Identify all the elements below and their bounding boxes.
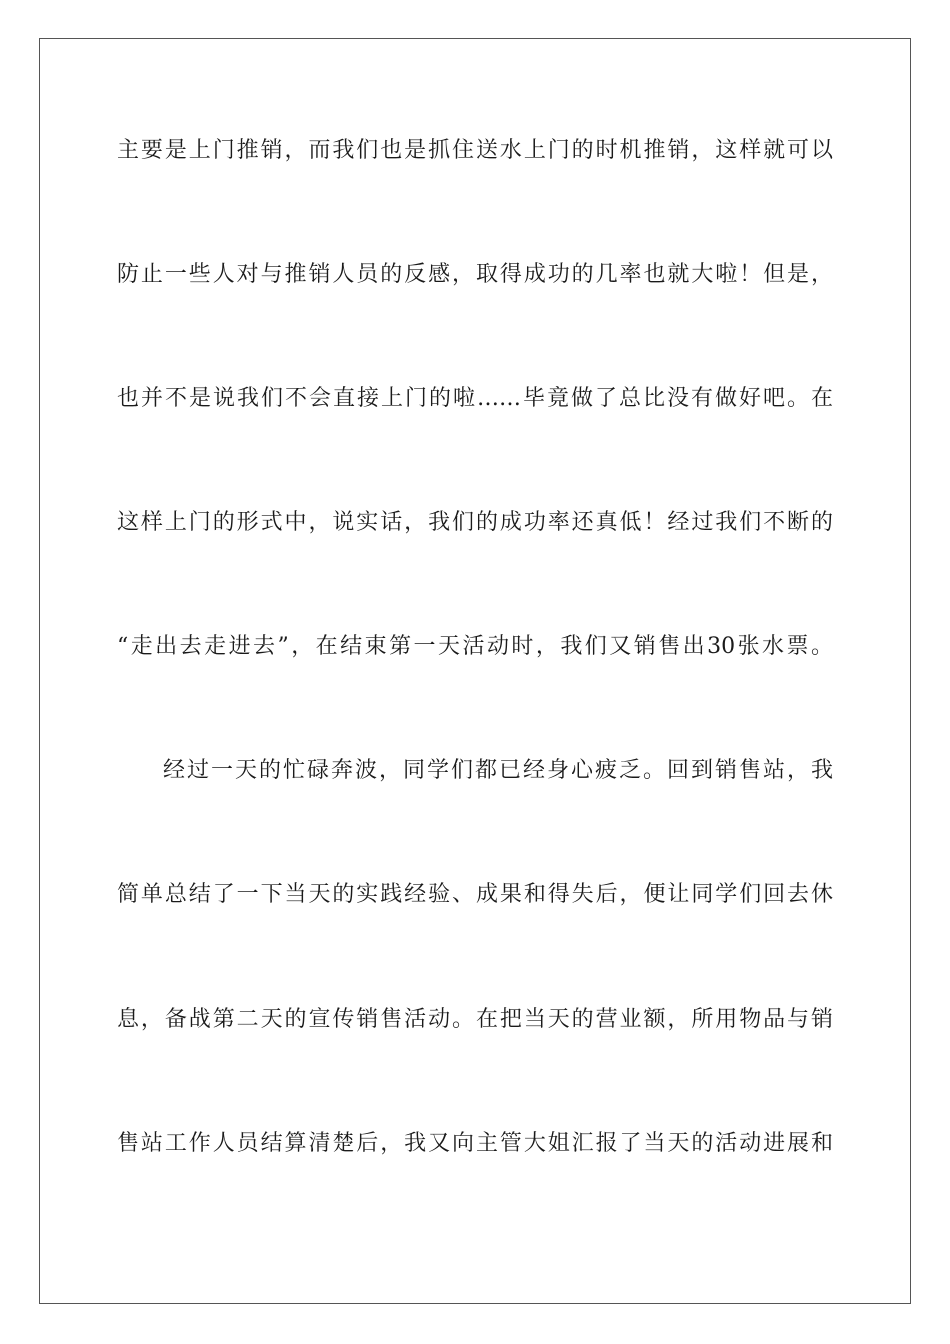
paragraph-line: “走出去走进去”，在结束第一天活动时，我们又销售出30张水票。 [117,634,833,659]
paragraph-line: 也并不是说我们不会直接上门的啦……毕竟做了总比没有做好吧。在 [117,386,833,411]
paragraph-line: 简单总结了一下当天的实践经验、成果和得失后，便让同学们回去休 [117,882,833,907]
paragraph-line: 这样上门的形式中，说实话，我们的成功率还真低！经过我们不断的 [117,510,833,535]
page-border [39,38,911,1304]
paragraph-line: 主要是上门推销，而我们也是抓住送水上门的时机推销，这样就可以 [117,138,833,163]
paragraph-line: 售站工作人员结算清楚后，我又向主管大姐汇报了当天的活动进展和 [117,1131,833,1156]
paragraph-line: 防止一些人对与推销人员的反感，取得成功的几率也就大啦！但是， [117,262,833,287]
paragraph-line-indented: 经过一天的忙碌奔波，同学们都已经身心疲乏。回到销售站，我 [163,758,833,783]
paragraph-line: 息，备战第二天的宣传销售活动。在把当天的营业额，所用物品与销 [117,1007,833,1032]
